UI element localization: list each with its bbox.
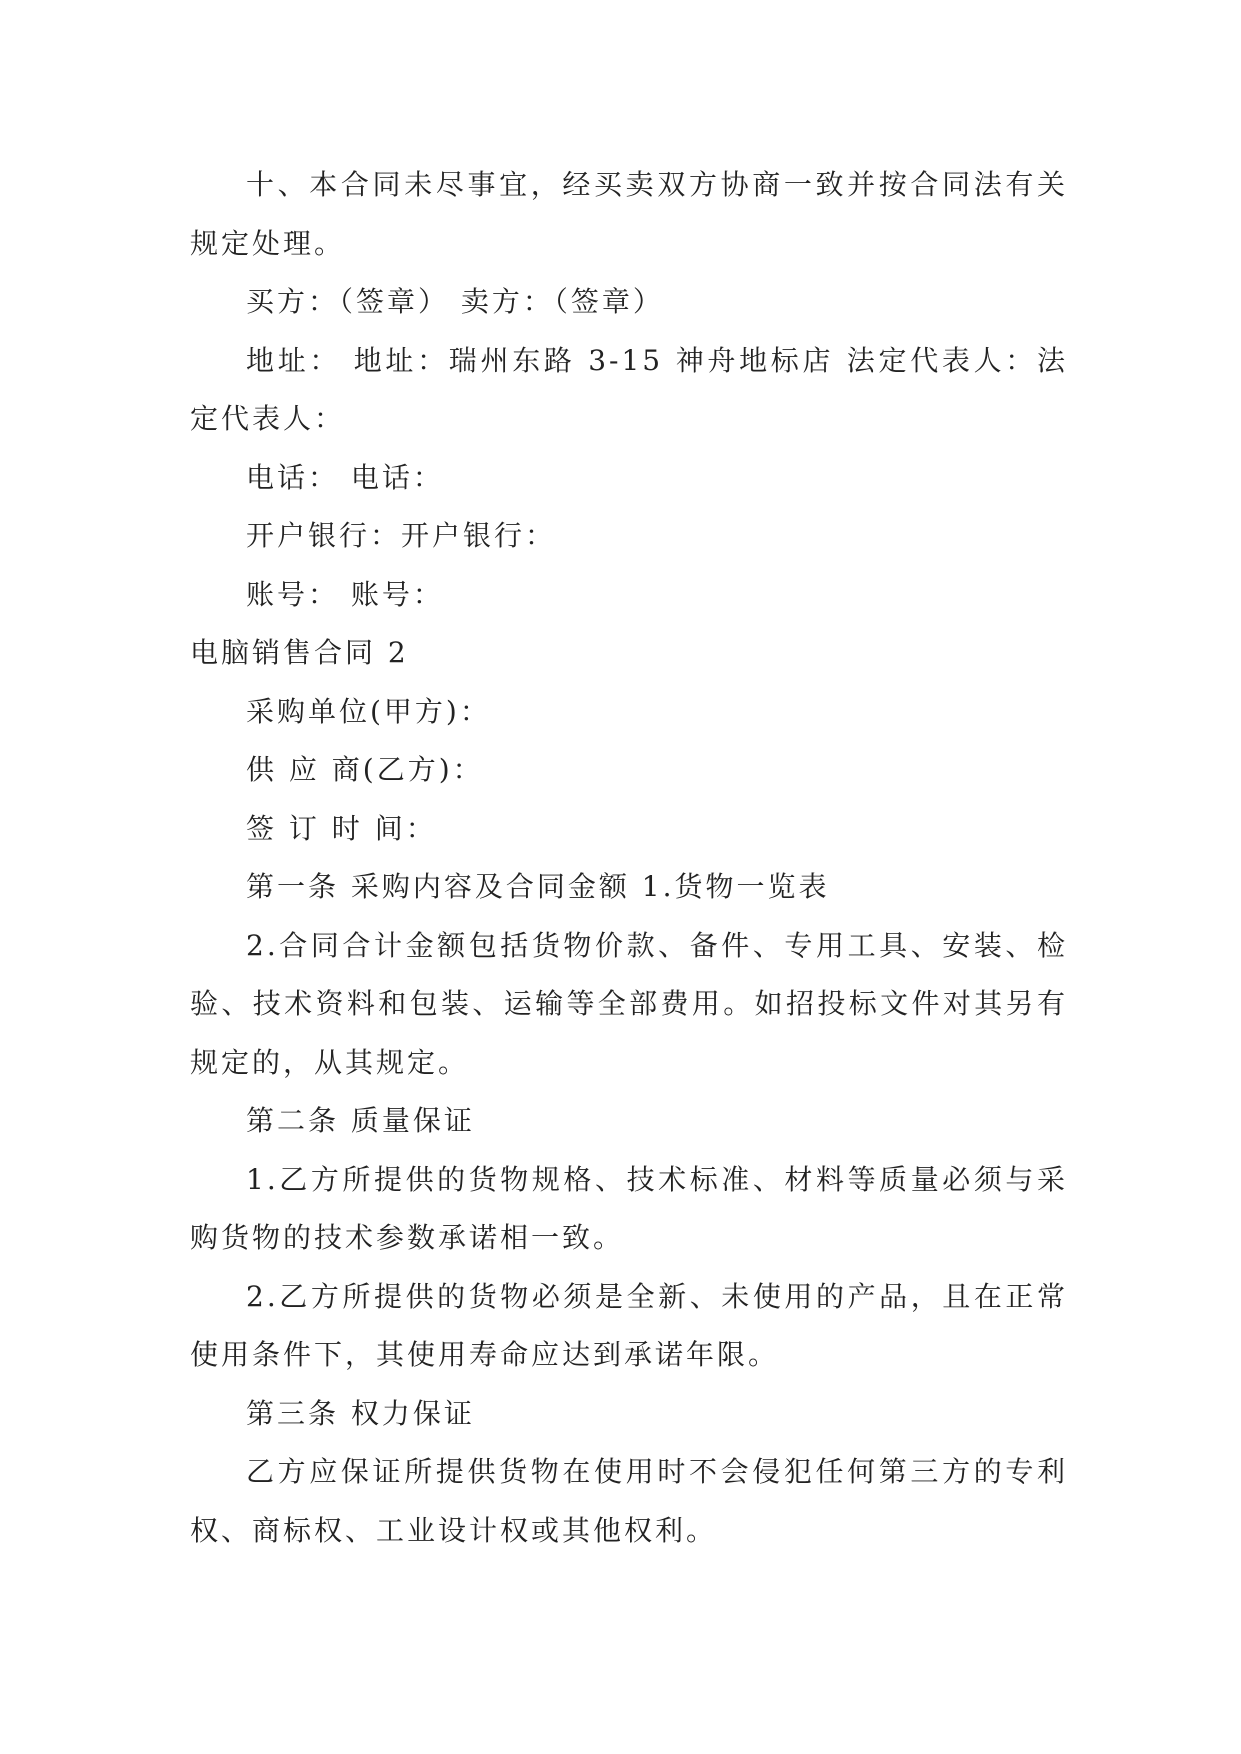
paragraph-bank: 开户银行：开户银行：	[246, 519, 557, 552]
paragraph-supplier: 供 应 商(乙方)：	[246, 753, 484, 786]
paragraph-sign-date: 签 订 时 间：	[246, 811, 437, 845]
article-one-item-two: 2.合同合计金额包括货物价款、备件、专用工具、安装、检验、技术资料和包装、运输等全部费用。如招投标文件对其另有规定的，从其规定。	[190, 928, 1068, 1079]
paragraph-address: 地址： 地址：瑞州东路 3-15 神舟地标店 法定代表人：法定代表人：	[190, 343, 1068, 435]
article-two-item-two: 2.乙方所提供的货物必须是全新、未使用的产品，且在正常使用条件下，其使用寿命应达到承诺年限。	[190, 1279, 1068, 1371]
section-heading: 电脑销售合同 2	[190, 636, 409, 669]
article-three-heading: 第三条 权力保证	[246, 1396, 475, 1430]
paragraph-purchaser: 采购单位(甲方)：	[246, 694, 491, 728]
article-two-heading: 第二条 质量保证	[246, 1104, 475, 1137]
document-page	[190, 156, 1068, 1560]
article-two-item-one: 1.乙方所提供的货物规格、技术标准、材料等质量必须与采购货物的技术参数承诺相一致。	[190, 1162, 1068, 1254]
paragraph-clause-ten: 十、本合同未尽事宜，经买卖双方协商一致并按合同法有关规定处理。	[190, 168, 1068, 260]
paragraph-phone: 电话： 电话：	[246, 460, 444, 494]
paragraph-signatures: 买方：（签章） 卖方：（签章）	[246, 285, 664, 318]
article-one-heading: 第一条 采购内容及合同金额 1.货物一览表	[246, 870, 830, 903]
article-three-body: 乙方应保证所提供货物在使用时不会侵犯任何第三方的专利权、商标权、工业设计权或其他权利。	[190, 1455, 1068, 1547]
paragraph-account: 账号： 账号：	[246, 577, 444, 611]
